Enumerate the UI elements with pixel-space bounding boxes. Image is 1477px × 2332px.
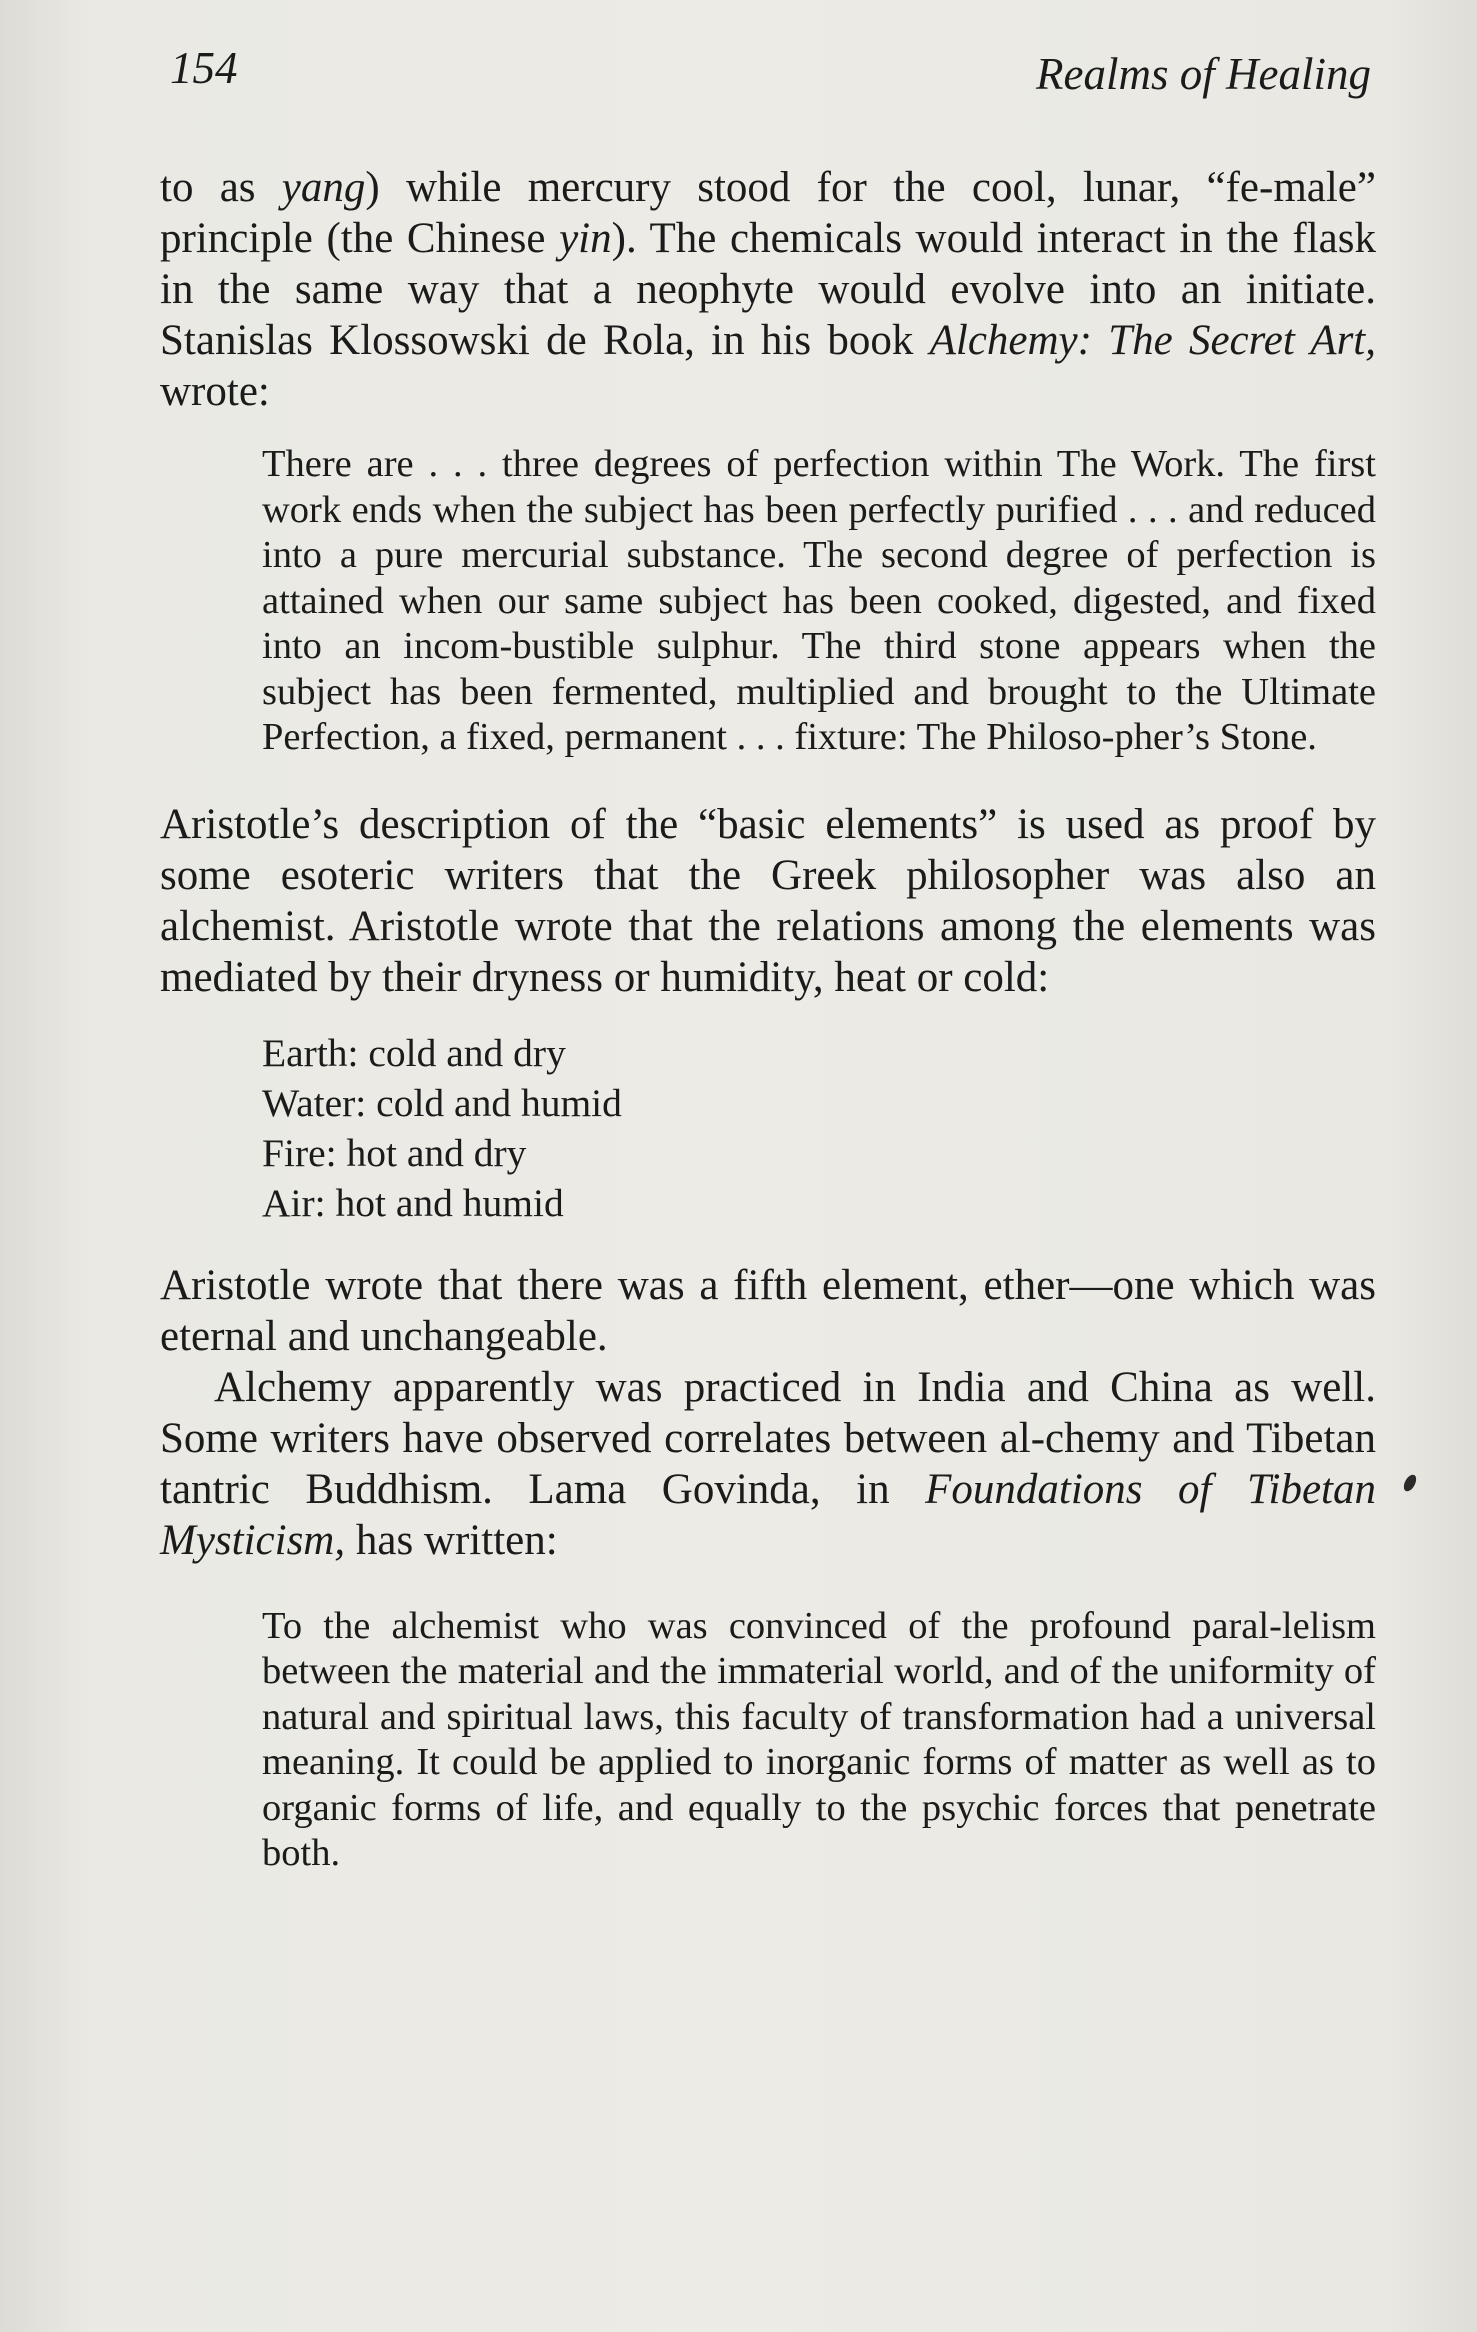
text-run: Aristotle wrote that there was a fifth element, ether—one which was eternal and unchangeable. xyxy=(160,1261,1376,1360)
text-run: ) while mercury stood for the cool, lunar, “fe-male” principle (the Chinese xyxy=(160,164,1376,262)
elements-list xyxy=(160,1028,1376,1228)
text-run: wrote: xyxy=(160,368,270,415)
page-body xyxy=(160,162,1376,1877)
text-run: There are . . . three degrees of perfection within The Work. The first work ends when the subject has been perfectly purified . . . and reduced into a pure mercurial substance. The second degree of perfection is attained when our same subject has been cooked, digested, and fixed into an incom-bustible sulphur. The third stone appears when the subject has been fermented, multiplied and brought to the Ultimate Perfection, a fixed, permanent . . . fixture: The Philoso-pher’s Stone. xyxy=(262,443,1376,758)
text-run: to as xyxy=(160,164,282,211)
italic-text-run: yin xyxy=(559,215,612,262)
paragraph-aristotle-elements xyxy=(160,799,1376,1003)
italic-text-run: Foundations of Tibetan Mysticism, xyxy=(160,1465,1376,1564)
list-item-earth: Earth: cold and dry xyxy=(262,1030,566,1075)
paragraph-alchemy-flask xyxy=(160,162,1376,417)
text-run: ). The chemicals would interact in the flask in the same way that a neophyte would evolve into an initiate. Stanislas Klossowski de Rola, in his book xyxy=(160,215,1376,364)
page-header xyxy=(170,42,1371,112)
italic-text-run: yang xyxy=(281,164,366,211)
text-run: To the alchemist who was convinced of the profound paral-lelism between the material and the immaterial world, and of the uniformity of natural and spiritual laws, this faculty of transformation had a universal meaning. It could be applied to inorganic forms of matter as well as to organic forms of life, and equally to the psychic forces that penetrate both. xyxy=(262,1604,1376,1874)
list-item-water: Water: cold and humid xyxy=(262,1080,622,1125)
text-run: Aristotle’s description of the “basic elements” is used as proof by some esoteric writers that the Greek philosopher was also an alchemist. Aristotle wrote that the relations among the elements was mediated by their dryness or humidity, heat or cold: xyxy=(160,800,1376,1001)
page-number: 154 xyxy=(170,43,238,93)
paragraph-fifth-element xyxy=(160,1260,1376,1362)
running-title: Realms of Healing xyxy=(1036,49,1371,99)
paragraph-india-china xyxy=(160,1362,1376,1566)
text-run: Alchemy apparently was practiced in India and China as well. Some writers have observed correlates between al-chemy and Tibetan tantric Buddhism. Lama Govinda, in xyxy=(160,1363,1376,1513)
list-item-air: Air: hot and humid xyxy=(262,1180,564,1225)
block-quote-rola xyxy=(160,442,1376,761)
block-quote-govinda xyxy=(160,1604,1376,1877)
italic-text-run: Alchemy: The Secret Art, xyxy=(929,317,1376,364)
list-item-fire: Fire: hot and dry xyxy=(262,1130,527,1175)
text-run: has written: xyxy=(345,1516,558,1564)
ink-mark xyxy=(1401,1473,1418,1494)
